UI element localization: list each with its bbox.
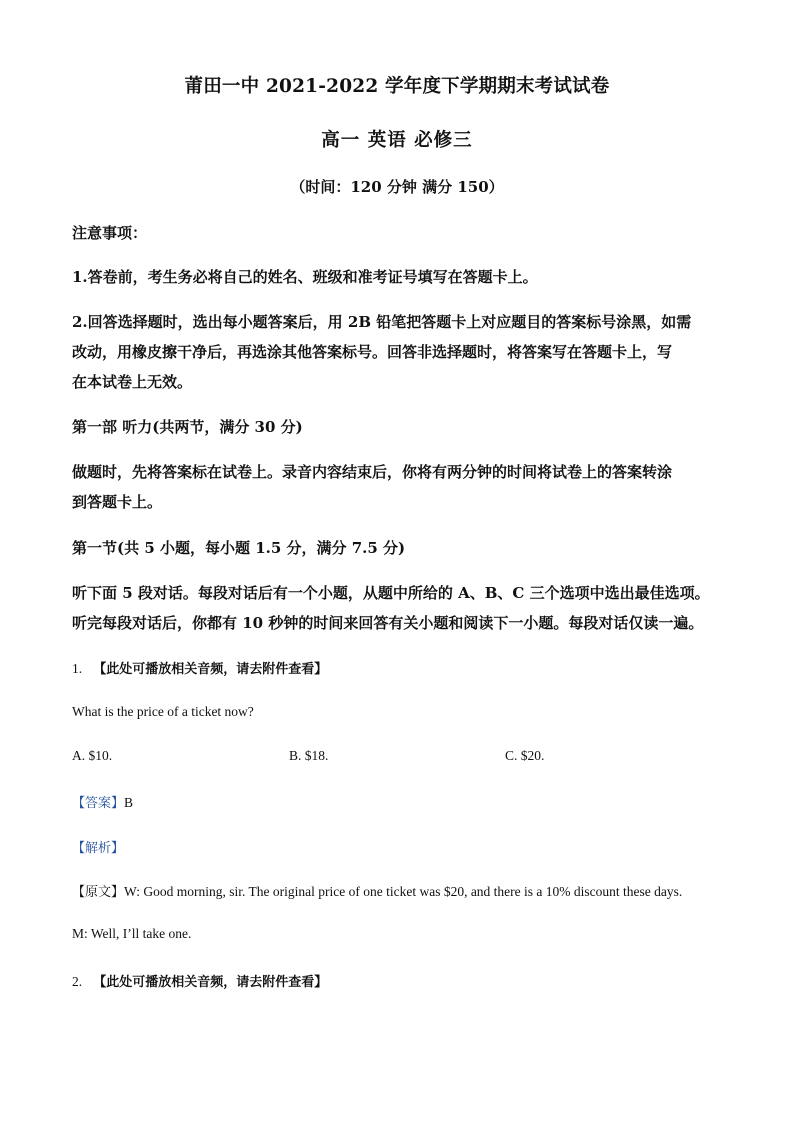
part1-desc-line-1: 做题时，先将答案标在试卷上。录音内容结束后，你将有两分钟的时间将试卷上的答案转涂 <box>72 463 673 481</box>
instruction-item-2-line-2: 改动，用橡皮擦干净后，再选涂其他答案标号。回答非选择题时，将答案写在答题卡上，写 <box>72 343 673 361</box>
section1-heading: 第一节(共 5 小题，每小题 1.5 分，满分 7.5 分) <box>72 539 406 557</box>
original-text: W: Good morning, sir. The original price of one ticket was $20, and there is a 10% discount these days. <box>124 884 683 899</box>
instructions-heading: 注意事项： <box>72 224 148 242</box>
question-number: 2. <box>72 974 83 989</box>
question-2-header <box>72 971 327 990</box>
part1-desc-line-2: 到答题卡上。 <box>72 493 163 511</box>
answer-row <box>72 792 133 811</box>
section1-desc-line-2: 听完每段对话后，你都有 10 秒钟的时间来回答有关小题和阅读下一小题。每段对话仅读一遍。 <box>72 614 704 632</box>
audio-link[interactable]: 【此处可播放相关音频，请去附件查看】 <box>93 975 328 990</box>
instruction-item-2-line-1: 2.回答选择题时，选出每小题答案后，用 2B 铅笔把答题卡上对应题目的答案标号涂黑，如需 <box>72 313 692 331</box>
instruction-item-1: 1.答卷前，考生务必将自己的姓名、班级和准考证号填写在答题卡上。 <box>72 268 538 286</box>
question-number: 1. <box>72 661 83 676</box>
question-1-header <box>72 658 327 677</box>
answer-label: 【答案】 <box>72 796 125 811</box>
section1-desc-line-1: 听下面 5 段对话。每段对话后有一个小题，从题中所给的 A、B、C 三个选项中选出最佳选项。 <box>72 584 710 602</box>
exam-time-info: （时间：120 分钟 满分 150） <box>290 178 504 196</box>
answer-value: B <box>124 795 134 810</box>
original-text-row <box>72 881 682 900</box>
exam-title: 莆田一中 2021-2022 学年度下学期期末考试试卷 <box>184 76 610 97</box>
original-text-line-2: M: Well, I’ll take one. <box>72 926 192 941</box>
analysis-label: 【解析】 <box>72 841 125 856</box>
option-c[interactable]: C. $20. <box>505 748 545 763</box>
option-a[interactable]: A. $10. <box>72 748 113 763</box>
instruction-item-2-line-3: 在本试卷上无效。 <box>72 373 193 391</box>
exam-subtitle: 高一 英语 必修三 <box>321 130 473 151</box>
question-1-text: What is the price of a ticket now? <box>72 704 254 719</box>
original-label: 【原文】 <box>72 885 125 900</box>
audio-link[interactable]: 【此处可播放相关音频，请去附件查看】 <box>93 662 328 677</box>
part1-heading: 第一部 听力(共两节，满分 30 分) <box>72 418 303 436</box>
option-b[interactable]: B. $18. <box>289 748 329 763</box>
